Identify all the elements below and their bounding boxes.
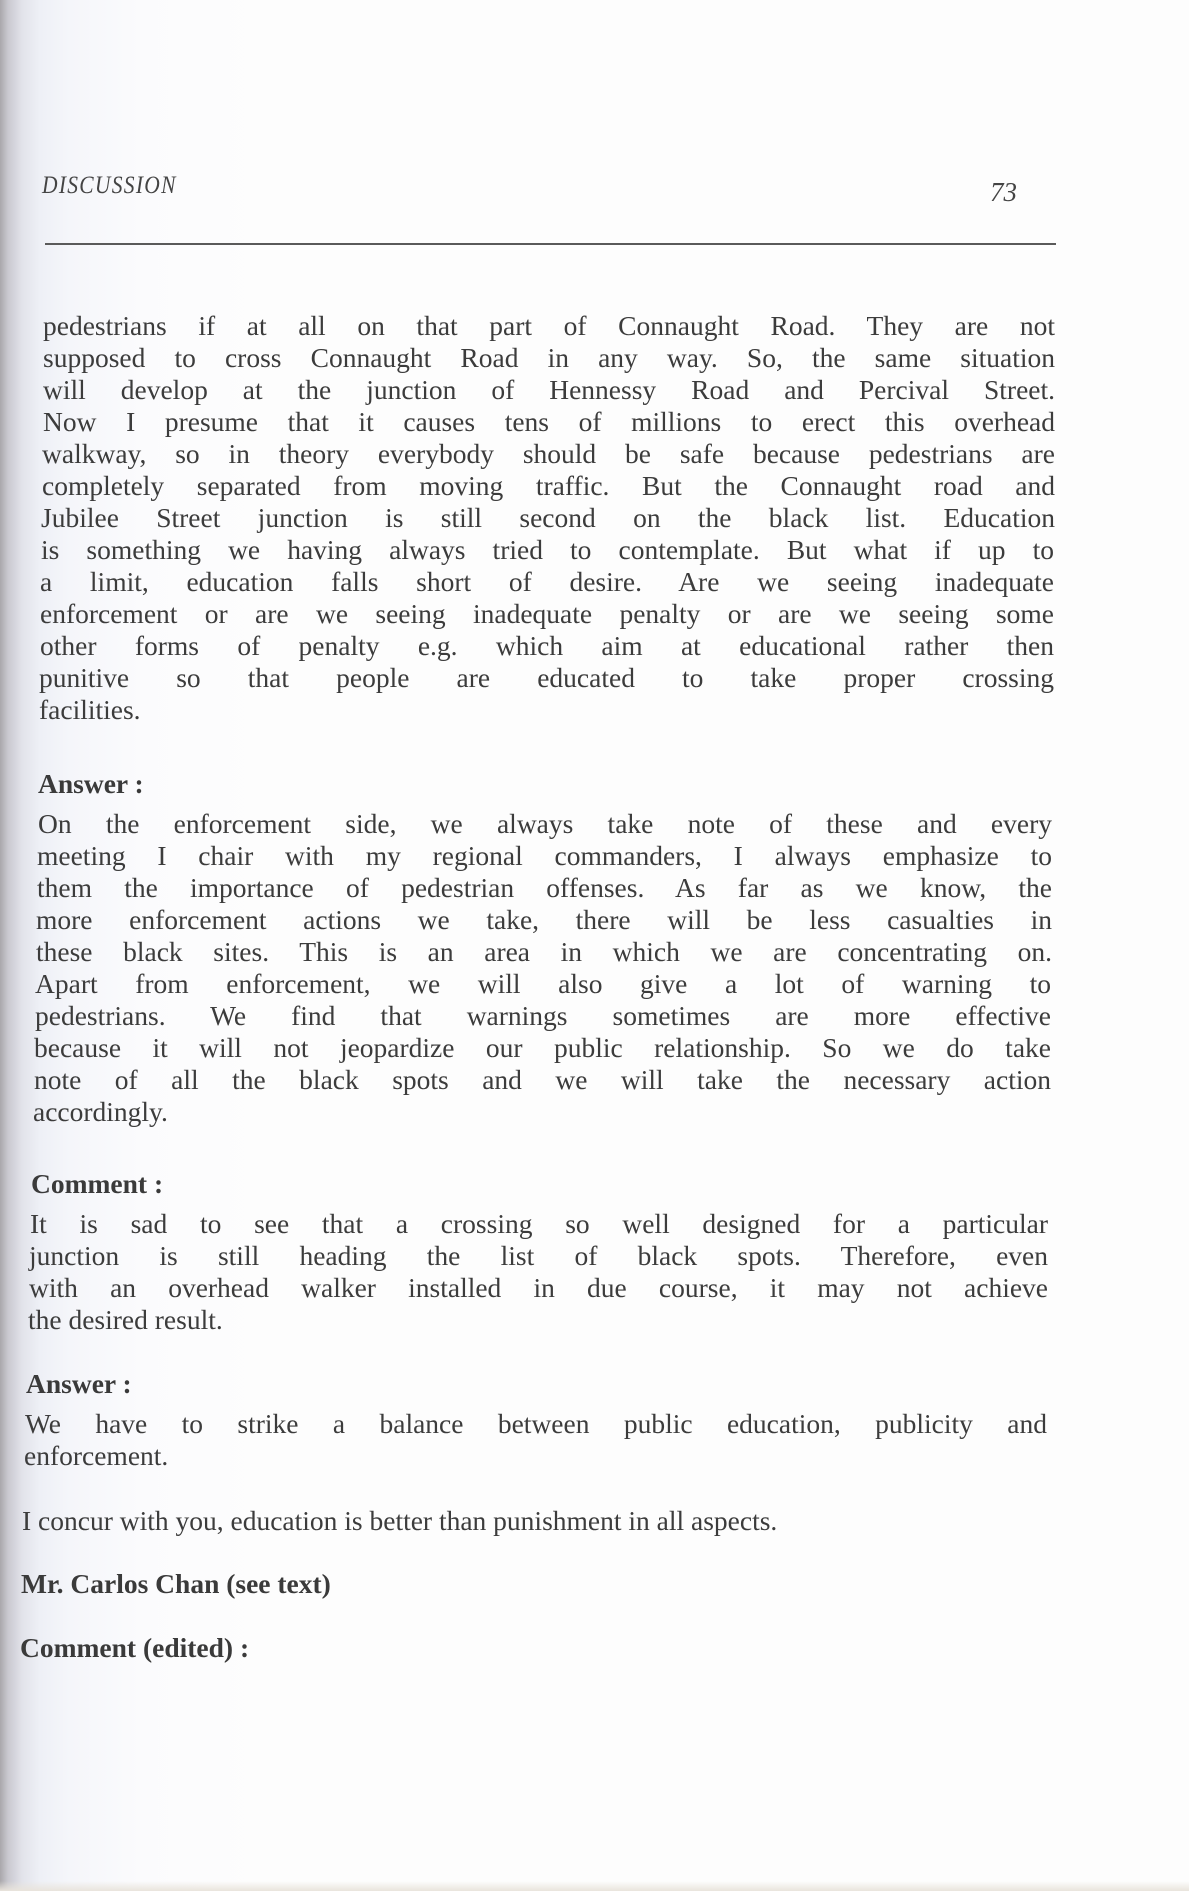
running-head: DISCUSSION: [42, 172, 177, 199]
text-line: pedestrians if at all on that part of Connaught Road. They are not: [43, 310, 1055, 341]
text-line: more enforcement actions we take, there will be less casualties in: [36, 904, 1052, 935]
text-line: enforcement.: [24, 1440, 169, 1471]
text-line: Jubilee Street junction is still second on the black list. Education: [41, 502, 1055, 533]
text-line: these black sites. This is an area in which we are concentrating on.: [36, 936, 1052, 967]
text-line: We have to strike a balance between public education, publicity and: [25, 1408, 1047, 1439]
concur-statement: I concur with you, education is better than punishment in all aspects.: [22, 1505, 778, 1536]
text-line: meeting I chair with my regional commanders, I always emphasize to: [37, 840, 1052, 871]
text-line: completely separated from moving traffic. But the Connaught road and: [42, 470, 1055, 501]
comment-label: Comment :: [31, 1168, 164, 1199]
answer-label: Answer :: [38, 768, 144, 799]
text-line: walkway, so in theory everybody should be safe because pedestrians are: [42, 438, 1055, 469]
text-line: Apart from enforcement, we will also give a lot of warning to: [35, 968, 1051, 999]
text-line: punitive so that people are educated to take proper crossing: [39, 662, 1054, 693]
page-number: 73: [990, 177, 1017, 207]
text-line: with an overhead walker installed in due course, it may not achieve: [29, 1272, 1048, 1303]
text-line: is something we having always tried to contemplate. But what if up to: [41, 534, 1054, 565]
text-line: the desired result.: [28, 1304, 223, 1335]
text-line: It is sad to see that a crossing so well designed for a particular: [30, 1208, 1048, 1239]
text-line: other forms of penalty e.g. which aim at educational rather then: [40, 630, 1054, 661]
answer-label: Answer :: [26, 1368, 132, 1399]
comment-edited-label: Comment (edited) :: [20, 1632, 250, 1663]
page-bottom-edge: [0, 1881, 1189, 1891]
text-line: a limit, education falls short of desire. Are we seeing inadequate: [40, 566, 1054, 597]
text-line: facilities.: [39, 694, 141, 725]
text-line: note of all the black spots and we will take the necessary action: [34, 1064, 1051, 1095]
speaker-name: Mr. Carlos Chan (see text): [21, 1568, 331, 1599]
text-line: junction is still heading the list of black spots. Therefore, even: [29, 1240, 1048, 1271]
text-line: Now I presume that it causes tens of millions to erect this overhead: [43, 406, 1055, 437]
text-line: them the importance of pedestrian offenses. As far as we know, the: [37, 872, 1052, 903]
text-line: supposed to cross Connaught Road in any way. So, the same situation: [43, 342, 1055, 373]
text-line: enforcement or are we seeing inadequate penalty or are we seeing some: [40, 598, 1054, 629]
text-line: accordingly.: [33, 1096, 168, 1127]
text-line: because it will not jeopardize our public relationship. So we do take: [34, 1032, 1051, 1063]
text-line: On the enforcement side, we always take note of these and every: [38, 808, 1052, 839]
header-rule: [45, 243, 1056, 245]
text-line: pedestrians. We find that warnings sometimes are more effective: [35, 1000, 1051, 1031]
text-line: will develop at the junction of Hennessy Road and Percival Street.: [43, 374, 1055, 405]
